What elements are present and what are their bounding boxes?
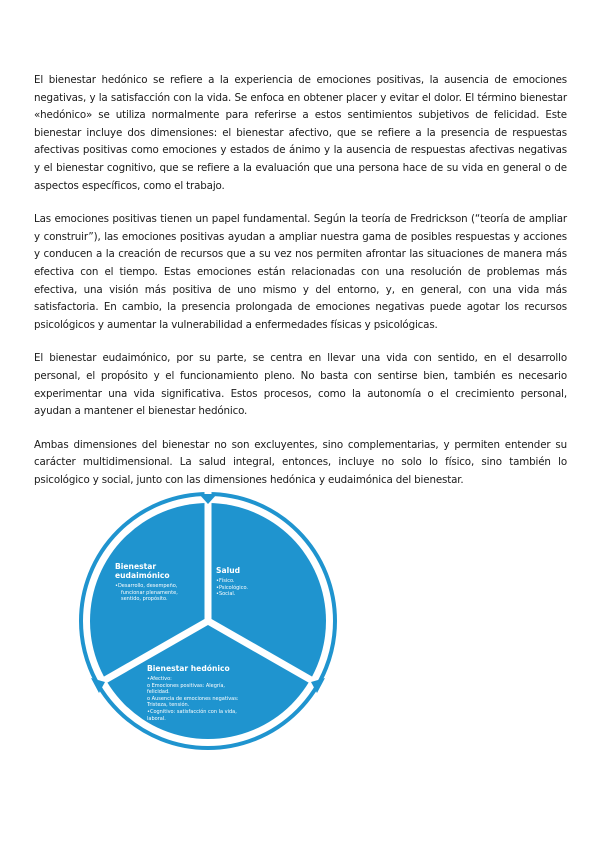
segment-eudaimonic-title (115, 562, 205, 580)
segment-hedonic (147, 664, 297, 722)
list-item: •Afectivo: (147, 676, 172, 682)
paragraph-hedonic: El bienestar hedónico se refiere a la experiencia de emociones positivas, la ausencia de emociones negativas, y la satisfacción con la vida. Se enfoca en obtener placer y evitar el dolor. El término bienestar «hedónico» se utiliza normalmente para referirse a estos sentimientos subjetivos de felicidad. Este bienestar incluye dos dimensiones: el bienestar afectivo, que se refiere a la presencia de respuestas afectivas positivas como emociones y estados de ánimo y la ausencia de respuestas afectivas negativas y el bienestar cognitivo, que se refiere a la evaluación que una persona hace de su vida en general o de aspectos específicos, como el trabajo. (34, 74, 567, 192)
list-item: o Emociones positivas: Alegría, (147, 682, 226, 689)
segment-eudaimonic-items (115, 583, 205, 603)
segment-health (216, 566, 296, 598)
list-item: •Psicológico. (216, 584, 248, 591)
list-item: •Desarrollo, desempeño, (115, 583, 178, 589)
paragraph-complementary: Ambas dimensiones del bienestar no son excluyentes, sino complementarias, y permiten entender su carácter multidimensional. La salud integral, entonces, incluye no solo lo físico, sino también lo psicológico y social, junto con las dimensiones hedónica y eudaimónica del bienestar. (34, 438, 567, 486)
list-item: •Social. (216, 591, 236, 598)
list-item: •Cognitivo: satisfacción con la vida, (147, 708, 237, 715)
segment-health-items (216, 578, 296, 598)
arrow-notch-top (199, 494, 217, 504)
wellbeing-cycle-diagram (77, 490, 339, 752)
paragraph-positive-emotions: Las emociones positivas tienen un papel fundamental. Según la teoría de Fredrickson (“teoría de ampliar y construir”), las emociones positivas ayudan a ampliar nuestra gama de posibles respuestas y acciones y conducen a la creación de recursos que a su vez nos permiten afrontar las situaciones de manera más efectiva con el tiempo. Estas emociones están relacionadas con una resolución de problemas más efectiva, una visión más positiva de uno mismo y del entorno, y, en general, con una vida más satisfactoria. En cambio, la presencia prolongada de emociones negativas puede agotar los recursos psicológicos y aumentar la vulnerabilidad a enfermedades físicas y psicológicas. (34, 213, 567, 331)
segment-eudaimonic-title-line2: eudaimónico (115, 571, 170, 580)
segment-hedonic-title: Bienestar hedónico (147, 664, 230, 673)
list-item: sentido, propósito. (121, 596, 168, 603)
segment-eudaimonic (115, 562, 205, 603)
paragraph-eudaimonic: El bienestar eudaimónico, por su parte, se centra en llevar una vida con sentido, en el desarrollo personal, el propósito y el funcionamiento pleno. No basta con sentirse bien, también es necesario experimentar una vida significativa. Estos procesos, como la autonomía o el crecimiento personal, ayudan a mantener el bienestar hedónico. (34, 352, 567, 418)
list-item: Tristeza, tensión. (147, 702, 190, 709)
list-item: o Ausencia de emociones negativas: (147, 695, 239, 702)
list-item: laboral. (147, 715, 166, 722)
list-item: funcionar plenamente, (121, 589, 178, 596)
segment-eudaimonic-title-line1: Bienestar (115, 562, 157, 571)
list-item: felicidad. (147, 689, 170, 696)
segment-health-title: Salud (216, 566, 241, 575)
body-text (34, 72, 567, 505)
segment-hedonic-items (147, 676, 297, 722)
list-item: •Físico. (216, 578, 235, 584)
